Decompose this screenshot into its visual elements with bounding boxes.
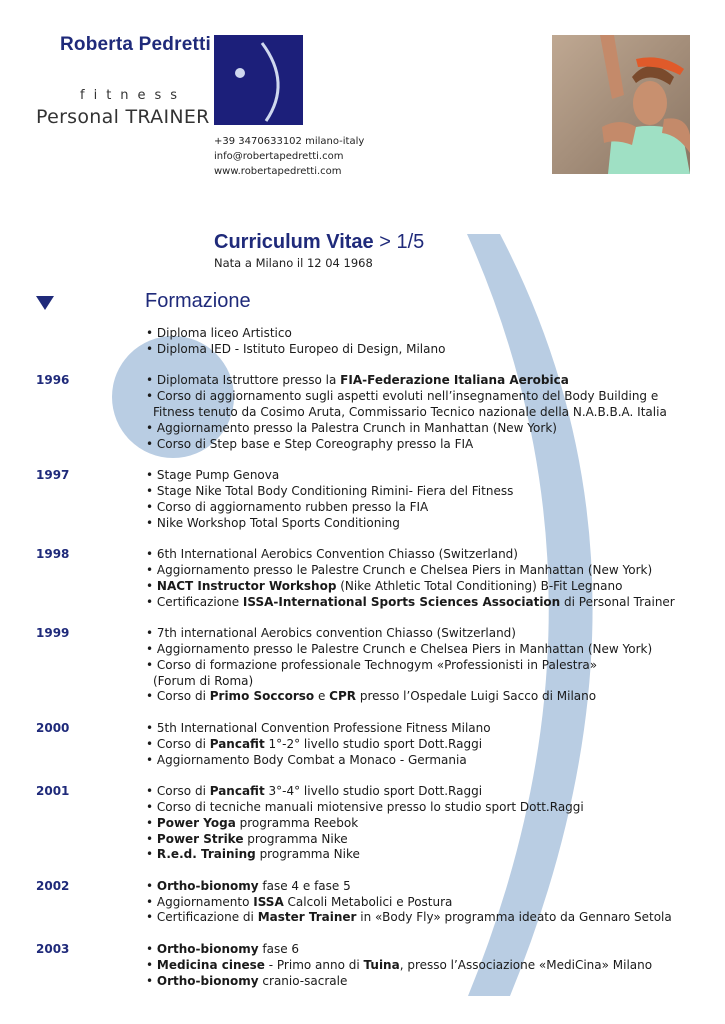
item-text: • Diploma IED - Istituto Europeo di Design, Milano [146, 341, 446, 356]
item-text: • Aggiornamento [146, 894, 254, 909]
list-item [146, 563, 725, 579]
item-text: • [146, 957, 157, 972]
phone-text: +39 3470633102 milano-italy [214, 136, 365, 147]
email-link[interactable]: info@robertapedretti.com [214, 151, 344, 162]
item-text: • 7th international Aerobics convention Chiasso (Switzerland) [146, 626, 516, 641]
item-text: , presso l’Associazione «MediCina» Milano [399, 957, 653, 972]
list-item [146, 958, 725, 974]
list-item [146, 721, 725, 737]
item-text: • [146, 973, 157, 988]
website-link[interactable]: www.robertapedretti.com [214, 166, 342, 177]
item-text: • Diploma liceo Artistico [146, 326, 292, 340]
list-item [146, 389, 725, 405]
year-block [0, 547, 725, 610]
item-text: • [146, 847, 157, 862]
list-item [146, 484, 725, 500]
item-text: • Certificazione [146, 594, 243, 609]
list-item [146, 326, 725, 342]
item-text: fase 6 [258, 942, 300, 957]
item-text: • Corso di [146, 689, 210, 704]
bold-text: Primo Soccorso [209, 689, 315, 704]
bold-text: FIA-Federazione Italiana Aerobica [340, 373, 569, 388]
triangle-down-icon [36, 296, 54, 310]
item-text: (Nike Athletic Total Conditioning) B-Fit Legnano [336, 578, 623, 593]
item-text: • Corso di [146, 736, 210, 751]
year-block [0, 879, 725, 926]
list-item [146, 832, 725, 848]
item-text: • Nike Workshop Total Sports Conditioning [146, 515, 400, 530]
list-item [146, 942, 725, 958]
list-item [146, 547, 725, 563]
bold-text: Power Strike [156, 831, 244, 846]
list-item [146, 437, 725, 453]
item-text: • [146, 942, 157, 957]
bold-text: ISSA [253, 894, 284, 909]
bold-text: ISSA-International Sports Sciences Association [242, 594, 561, 609]
item-text: e [314, 689, 330, 704]
item-text: • Aggiornamento presso la Palestra Crunch in Manhattan (New York) [146, 420, 557, 435]
list-item [146, 847, 725, 863]
item-text: • Corso di [146, 784, 210, 799]
list-item [146, 421, 725, 437]
bold-text: Ortho-bionomy [156, 942, 259, 957]
cv-page-indicator: > 1/5 [379, 231, 425, 253]
fitness-label: fitness [80, 88, 187, 103]
cv-title [214, 231, 424, 254]
item-text: • Corso di Step base e Step Coreography presso la FIA [146, 436, 474, 451]
list-item [146, 784, 725, 800]
cv-title-text: Curriculum Vitae [214, 231, 374, 253]
list-item-continuation [146, 674, 725, 690]
list-item [146, 910, 725, 926]
item-text: programma Nike [255, 847, 360, 862]
education-list [0, 326, 725, 1005]
year-block [0, 784, 725, 863]
contact-info [214, 134, 364, 179]
list-item [146, 816, 725, 832]
bold-text: Pancafit [209, 736, 265, 751]
personal-trainer-label: Personal TRAINER [36, 106, 210, 128]
list-item [146, 753, 725, 769]
item-text: • Diplomata Istruttore presso la [146, 373, 341, 388]
item-text: • Corso di aggiornamento rubben presso la FIA [146, 499, 429, 514]
list-item [146, 595, 725, 611]
item-text: • [146, 831, 157, 846]
item-text: di Personal Trainer [560, 594, 675, 609]
brand-logo [214, 35, 303, 125]
bold-text: CPR [329, 689, 357, 704]
bold-text: R.e.d. Training [156, 847, 256, 862]
list-item [146, 974, 725, 990]
year-label: 2002 [36, 878, 70, 893]
item-text: • Corso di tecniche manuali miotensive presso lo studio sport Dott.Raggi [146, 799, 584, 814]
year-block [0, 326, 725, 358]
list-item [146, 737, 725, 753]
year-block [0, 468, 725, 531]
year-label: 1999 [36, 626, 70, 641]
item-text: • Aggiornamento Body Combat a Monaco - Germania [146, 752, 467, 767]
item-text: • Corso di formazione professionale Technogym «Professionisti in Palestra» [146, 657, 598, 672]
item-text: • Aggiornamento presso le Palestre Crunch e Chelsea Piers in Manhattan (New York) [146, 562, 653, 577]
item-text: Fitness tenuto da Cosimo Aruta, Commissario Tecnico nazionale della N.A.B.B.A. Italia [153, 404, 667, 419]
item-text: (Forum di Roma) [153, 673, 254, 688]
item-text: presso l’Ospedale Luigi Sacco di Milano [356, 689, 597, 704]
year-label: 1997 [36, 468, 70, 483]
bold-text: Power Yoga [156, 815, 236, 830]
year-label: 2003 [36, 942, 70, 957]
year-block [0, 626, 725, 705]
bold-text: Medicina cinese [156, 957, 265, 972]
year-block [0, 721, 725, 768]
bold-text: Ortho-bionomy [156, 878, 259, 893]
item-text: cranio-sacrale [258, 973, 348, 988]
item-text: • [146, 578, 157, 593]
item-text: • Corso di aggiornamento sugli aspetti evoluti nell’insegnamento del Body Building e [146, 389, 659, 404]
trainer-name: Roberta Pedretti [60, 34, 212, 55]
item-text: • Stage Pump Genova [146, 468, 280, 483]
bold-text: Master Trainer [257, 910, 357, 925]
list-item [146, 342, 725, 358]
list-item [146, 373, 725, 389]
bold-text: Ortho-bionomy [156, 973, 259, 988]
item-text: Calcoli Metabolici e Postura [283, 894, 453, 909]
year-label: 1996 [36, 373, 70, 388]
item-text: • Stage Nike Total Body Conditioning Rimini- Fiera del Fitness [146, 483, 514, 498]
bold-text: NACT Instructor Workshop [156, 578, 337, 593]
item-text: • 5th International Convention Professione Fitness Milano [146, 720, 491, 735]
bold-text: Pancafit [209, 784, 265, 799]
item-text: programma Nike [243, 831, 348, 846]
birth-info: Nata a Milano il 12 04 1968 [214, 256, 373, 270]
section-title: Formazione [145, 290, 251, 312]
item-text: • 6th International Aerobics Convention Chiasso (Switzerland) [146, 547, 518, 562]
year-block [0, 373, 725, 452]
item-text: • Certificazione di [146, 910, 258, 925]
item-text: programma Reebok [235, 815, 359, 830]
list-item [146, 579, 725, 595]
list-item [146, 895, 725, 911]
list-item [146, 879, 725, 895]
list-item [146, 642, 725, 658]
item-text: 3°-4° livello studio sport Dott.Raggi [264, 784, 483, 799]
item-text: 1°-2° livello studio sport Dott.Raggi [264, 736, 483, 751]
list-item-continuation [146, 405, 725, 421]
year-block [0, 942, 725, 989]
year-label: 1998 [36, 547, 70, 562]
list-item [146, 689, 725, 705]
item-text: • [146, 815, 157, 830]
year-label: 2000 [36, 720, 70, 735]
bold-text: Tuina [363, 957, 400, 972]
item-text: - Primo anno di [264, 957, 364, 972]
list-item [146, 500, 725, 516]
item-text: fase 4 e fase 5 [258, 878, 351, 893]
list-item [146, 800, 725, 816]
item-text: in «Body Fly» programma ideato da Gennaro Setola [356, 910, 672, 925]
item-text: • [146, 878, 157, 893]
list-item [146, 516, 725, 532]
list-item [146, 626, 725, 642]
list-item [146, 468, 725, 484]
year-label: 2001 [36, 784, 70, 799]
item-text: • Aggiornamento presso le Palestre Crunch e Chelsea Piers in Manhattan (New York) [146, 641, 653, 656]
profile-photo [552, 35, 690, 174]
list-item [146, 658, 725, 674]
